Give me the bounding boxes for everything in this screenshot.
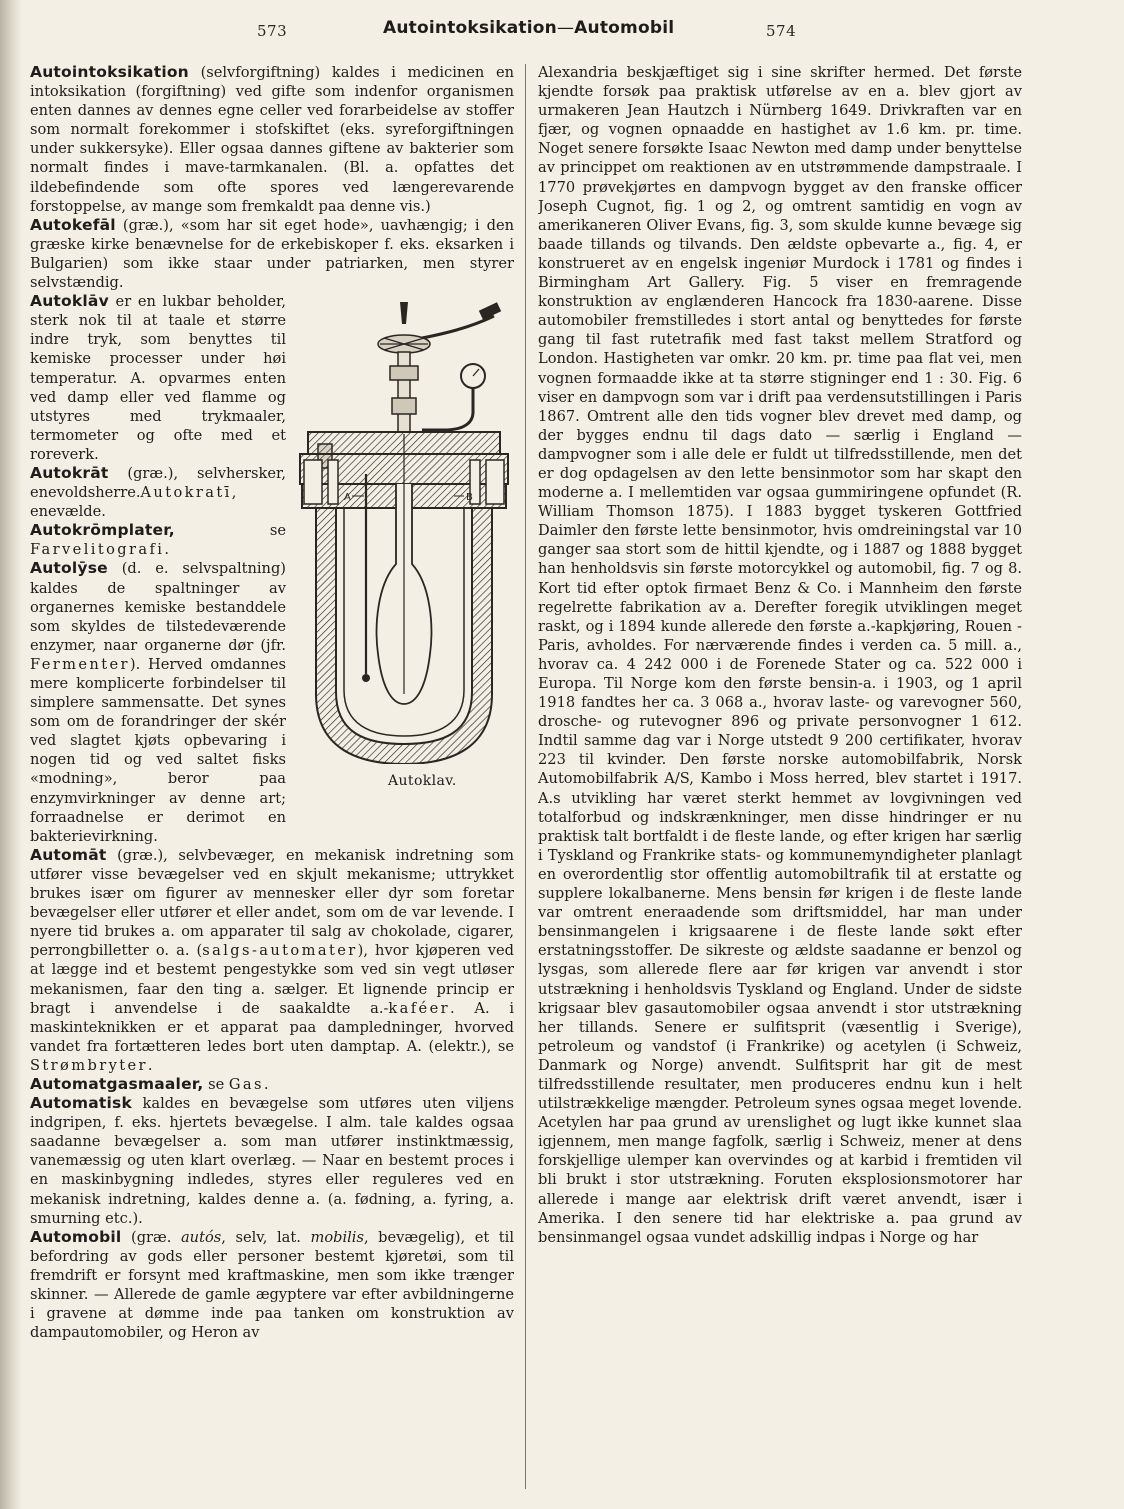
cross-reference: Strømbryter xyxy=(30,1056,148,1074)
spaced-term: kaféer xyxy=(388,999,451,1017)
latin-term: autós xyxy=(180,1228,222,1246)
entry-automatgasmaaler xyxy=(30,1075,514,1094)
headword: Autokrāt xyxy=(30,463,109,482)
binding-shadow xyxy=(0,0,22,1509)
left-column xyxy=(30,63,514,1493)
running-title xyxy=(383,18,674,38)
entry-text: . xyxy=(147,1056,153,1074)
automobil-continuation: Alexandria beskjæftiget sig i sine skrifter hermed. Det første kjendte forsøk paa praktisk utførelse av en a. blev gjort av urmakeren Jean Hautzch i Nürnberg 1649. Drivkraften var en fjær, og vognen opnaadde en hastighet av 1.6 km. pr. time. Noget senere forsøkte Isaac Newton med damp under benyttelse av princippet om reaktionen av en utstrømmende dampstraale. I 1770 prøvekjørtes en dampvogn bygget av den franske officer Joseph Cugnot, fig. 1 og 2, og omtrent samtidig en vogn av amerikaneren Oliver Evans, fig. 3, som skulde kunne bevæge sig baade tillands og tilvands. Den ældste opbevarte a., fig. 4, er konstrueret av en engelsk ingeniør Murdock i 1781 og findes i Birmingham Art Gallery. Fig. 5 viser en fremragende konstruktion av englænderen Hancock fra 1830-aarene. Disse automobiler fremstilledes i stort antal og benyttedes for første gang til fast rutetrafik med fast takst mellem Stratford og London. Hastigheten var omkr. 20 km. pr. time paa flat vei, men vognen formaadde ikke at ta større stigninger end 1 : 30. Fig. 6 viser en dampvogn som var i drift paa verdensutstillingen i Paris 1867. Omtrent alle den tids vogner blev drevet med damp, og der bygges endnu til dags dato — særlig i England — dampvogner som i alle dele er fuldt ut tilfredsstillende, men det er dog opdagelsen av den lette bensinmotor som har skapt den moderne a. I mellemtiden var ogsaa gummiringene opfundet (R. William Thomson 1875). I 1883 bygget tyskeren Gottfried Daimler den første lette bensinmotor, hvis omdreiningstal var 10 ganger saa stort som de hittil kjendte, og i 1887 og 1888 bygget han henholdsvis sin første motorcykkel og automobil, fig. 7 og 8. Kort tid efter optok firmaet Benz & Co. i Mannheim den første regelrette fabrikation av a. Derefter foregik utviklingen meget raskt, og i 1894 kunde allerede den første a.-kapkjøring, Rouen - Paris, avholdes. For nærværende findes i verden ca. 5 mill. a., hvorav ca. 4 242 000 i de Forenede Stater og ca. 522 000 i Europa. Til Norge kom den første bensin-a. i 1903, og 1 april 1918 fandtes her ca. 3 068 a., hvorav laste- og varevogner 560, drosche- og rutevogner 896 og private personvogner 1 612. Indtil samme dag var i Norge utstedt 9 200 certifikater, hvorav 223 til kvinder. Den første norske automobilfabrik, Norsk Automobilfabrik A/S, Kambo i Moss herred, blev startet i 1917. A.s utvikling har været sterkt hemmet av lovgivningen ved totalforbud og indskrænkninger, men disse hindringer er nu praktisk talt bortfaldt i de fleste lande, og efter krigen har særlig i Tyskland og Frankrike stats- og kommunemyndigheter planlagt en overordentlig stor offentlig automobiltrafik til at erstatte og supplere lokalbanerne. Mens bensin før krigen i de fleste lande var omtrent eneraadende som driftsmiddel, har man under bensinmangelen i krigsaarene i de fleste lande søkt efter erstatningsstoffer. De sikreste og ældste saadanne er benzol og lysgas, som allerede flere aar før krigen var anvendt i stor utstrækning i henholdsvis Tyskland og England. Under de sidste krigsaar blev gasautomobiler ogsaa anvendt i stor utstrækning her tillands. Senere er sulfitsprit (væsentlig i Sverige), petroleum og vandstof (i Frankrike) og acetylen (i Schweiz, Danmark og Norge) anvendt. Sulfitsprit har git de mest tilfredsstillende resultater, men produceres endnu kun i helt utilstrækkelige mængder. Petroleum synes ogsaa meget lovende. Acetylen har paa grund av urenslighet og lugt ikke kunnet slaa igjennem, men mange fagfolk, særlig i Schweiz, mener at dens forskjellige ulemper kan overvindes og at karbid i fremtiden vil bli brukt i stor utstrækning. Foruten eksplosionsmotorer har allerede i mange aar elektrisk drift været anvendt, især i Amerika. I den senere tid har elektriske a. paa grund av bensinmangel ogsaa vundet adskillig indpas i Norge og har xyxy=(538,64,1022,1246)
entry-text: (selvforgiftning) kaldes i medicinen en intoksikation (forgiftning) ved gifte som indenfor organismen enten dannes av dennes egne celler ved forarbeidelse av stoffer som normalt forekommer i stofskiftet (eks. syreforgiftningen under sukkersyke). Eller ogsaa dannes giftene av bakterier som normalt findes i mave-tarmkanalen. (Bl. a. opfattes det ildebefindende som ofte spores ved længerevarende forstoppelse, av mange som fremkaldt paa denne vis.) xyxy=(30,64,514,215)
page-number-right: 574 xyxy=(766,22,797,40)
entry-text: (græ.), «som har sit eget hode», uavhængig; i den græske kirke benævnelse for de erkebiskoper f. eks. eksarken i Bulgarien) som ikke staar under patriarken, men styrer selvstændig. xyxy=(30,216,514,292)
entry-automatisk xyxy=(30,1094,514,1228)
headword: Automatgasmaaler, xyxy=(30,1074,204,1093)
cross-reference: Autokratī xyxy=(140,484,232,502)
headword: Autokefāl xyxy=(30,215,116,234)
figure-caption: Autoklav. xyxy=(388,773,457,790)
entry-text: ). Herved omdannes mere komplicerte forbindelser til simplere sammensatte. Det synes som om de forandringer der skér ved slagtet kjøts opbevaring i nogen tid og ved saltet fisks «modning», beror paa enzymvirkninger av denne art; forraadnelse er derimot en bakterievirkning. xyxy=(30,655,286,845)
entry-text: (græ.), selvhersker, enevoldsherre. xyxy=(30,464,286,502)
page-number-left: 573 xyxy=(257,22,288,40)
column-divider xyxy=(525,64,526,1489)
entry-text: (græ. xyxy=(121,1228,181,1246)
autoclave-illustration xyxy=(294,294,514,764)
label-a: A xyxy=(344,492,351,504)
entry-autointoksikation xyxy=(30,63,514,216)
headword: Automobil xyxy=(30,1227,122,1246)
headword: Autokrōmplater, xyxy=(30,521,175,540)
entry-automat xyxy=(30,846,514,1075)
entry-autokefal xyxy=(30,216,514,292)
entry-text: se xyxy=(174,522,286,540)
label-b: B xyxy=(466,492,473,504)
running-title-start: Autointoksikation xyxy=(383,18,557,38)
headword: Automatisk xyxy=(30,1094,132,1113)
entry-text: (græ.), selvbevæger, en mekanisk indretning som utfører visse bevægelser ved en skjult mekanisme; uttrykket brukes især om figurer av mennesker eller dyr som foretar bevægelser eller utfører et eller andet, som om de var levende. I nyere tid brukes a. om apparater til salg av chokolade, cigarer, perrongbilletter o. a. ( xyxy=(30,846,514,960)
entry-text: , bevægelig), et til befordring av gods eller personer bestemt kjøretøi, som til fremdrift er forsynt med kraftmaskine, men som ikke trænger skinner. — Allerede de gamle ægyptere var efter avbildningerne i gravene at dømme inde paa tanken om konstruktion av dampautomobiler, og Heron av xyxy=(30,1228,514,1342)
entry-text: , enevælde. xyxy=(30,484,237,521)
running-title-dash: — xyxy=(556,18,575,38)
entry-text: . xyxy=(263,1075,269,1093)
page-header xyxy=(0,18,1124,46)
entry-text: (d. e. selvspaltning) kaldes de spaltninger av organernes kemiske bestanddele som skyldes de tilstedeværende enzymer, naar organerne dør (jfr. xyxy=(30,560,286,654)
entry-text: . xyxy=(164,541,170,559)
entry-automobil xyxy=(30,1228,514,1343)
headword: Autointoksikation xyxy=(30,63,189,81)
cross-reference: Farvelitografi xyxy=(30,541,165,559)
entry-text: er en lukbar beholder, sterk nok til at taale et større indre tryk, som benyttes til kemiske processer under høi temperatur. A. opvarmes enten ved damp eller ved flamme og utstyres med trykmaaler, termometer og ofte med et roreverk. xyxy=(30,293,286,463)
entry-text: . A. i maskinteknikken er et apparat paa dampledninger, hvorved vandet fra fortætteren ledes bort uten damptap. A. (elektr.), se xyxy=(30,999,514,1055)
spaced-term: salgs-automater xyxy=(202,942,358,960)
running-title-end: Automobil xyxy=(574,18,675,38)
headword: Automāt xyxy=(30,845,107,864)
entry-text: , selv, lat. xyxy=(221,1228,311,1246)
entry-text: ), hvor kjøperen ved at lægge ind et bestemt pengestykke som ved sin vegt utløser mekanismen, faar den ting a. sælger. Et lignende princip er bragt i anvendelse i de saakaldte a.- xyxy=(30,942,514,1017)
autoclave-figure xyxy=(294,294,514,817)
right-column xyxy=(538,63,1022,1493)
latin-term: mobilis xyxy=(310,1228,364,1246)
cross-reference: Gas xyxy=(228,1075,264,1093)
headword: Autolȳse xyxy=(30,559,108,578)
entry-text: kaldes en bevægelse som utføres uten viljens indgripen, f. eks. hjertets bevægelse. I alm. tale kaldes ogsaa saadanne bevægelser a. som man utfører instinktmæssig, vanemæssig og uten klart overlæg. — Naar en bestemt proces i en maskinbygning indledes, styres eller reguleres ved en mekanisk indretning, kaldes denne a. (a. fødning, a. fyring, a. smurning etc.). xyxy=(30,1095,514,1227)
headword: Autoklāv xyxy=(30,292,109,311)
cross-reference: Fermenter xyxy=(30,655,130,673)
entry-text: se xyxy=(203,1075,229,1093)
